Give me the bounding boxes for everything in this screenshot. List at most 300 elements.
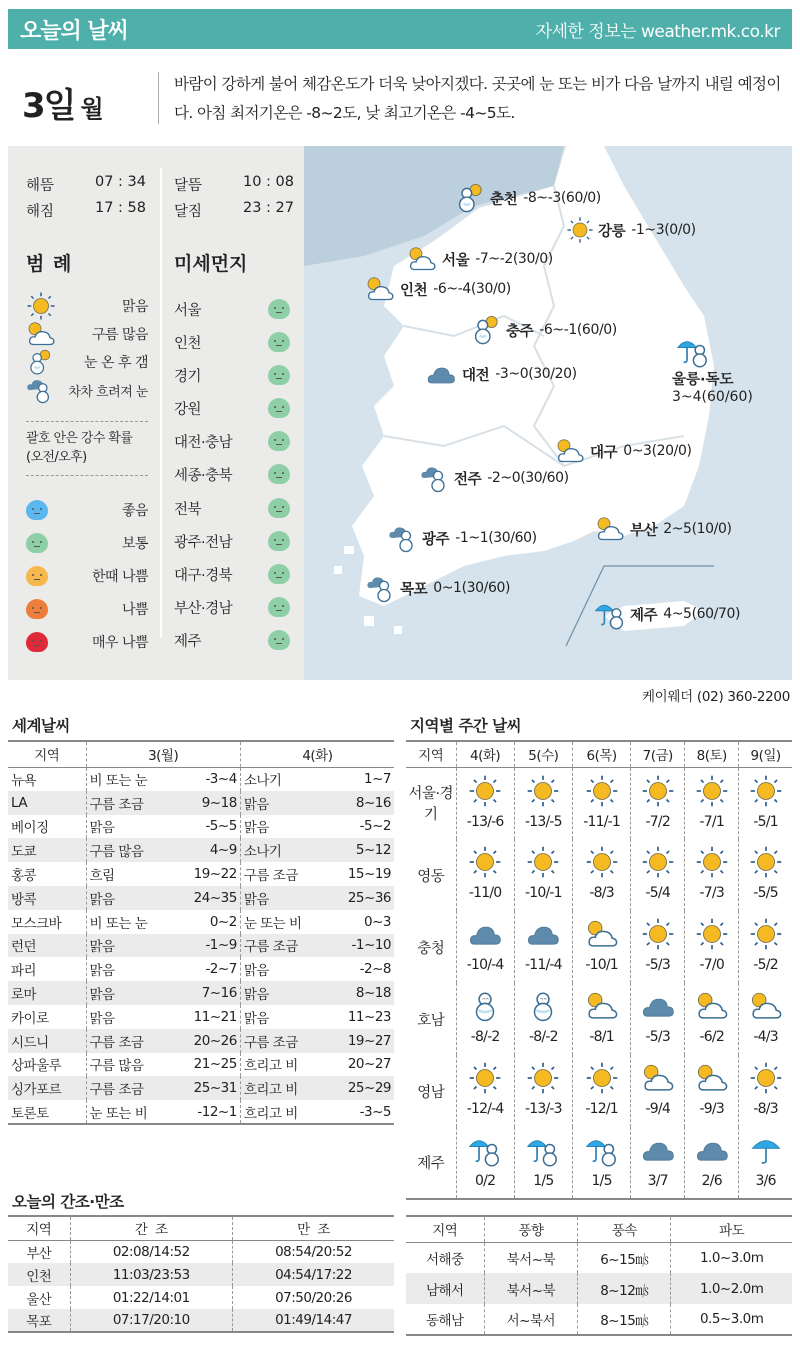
forecast-cell: [631, 983, 685, 1055]
map-credit: 케이웨더 (02) 360-2200: [641, 689, 790, 705]
condition-cell: 구름 조금: [240, 862, 327, 886]
temp-range: -5/3: [645, 1029, 670, 1045]
forecast-cell: [685, 1055, 739, 1127]
temp-cell: -5~2: [359, 818, 391, 835]
mostly-cloudy-icon: [26, 319, 56, 349]
temp-range: -12/-4: [466, 1101, 504, 1117]
temp-range: -11/-4: [525, 957, 562, 973]
snow-icon: [526, 989, 560, 1023]
mostly-cloudy-icon: [585, 917, 619, 951]
city-rain-prob: (60/70): [691, 606, 741, 622]
table-row: [8, 957, 394, 981]
condition-cell: 맑음: [240, 886, 327, 910]
dust-region: [174, 560, 290, 588]
temp-range: -12/1: [585, 1101, 618, 1117]
sunny-icon: [585, 1061, 619, 1095]
map-city-jeonju: [420, 462, 569, 494]
city-cell: 도쿄: [8, 838, 86, 862]
weather-summary: 바람이 강하게 불어 체감온도가 더욱 낮아지겠다. 곳곳에 눈 또는 비가 다음 날까지 내릴 예정이다. 아침 최저기온은 -8~2도, 낮 최고기온은 -4~5도.: [174, 75, 781, 122]
dust-face-icon: [268, 464, 290, 484]
city-rain-prob: (60/60): [701, 389, 753, 405]
forecast-cell: [631, 1055, 685, 1127]
temp-cell: 7~16: [173, 981, 240, 1005]
region-cell: 영남: [417, 1084, 445, 1101]
city-temp: 4~5: [663, 606, 692, 622]
temp-cell: 20~27: [347, 1056, 391, 1073]
condition-cell: 맑음: [86, 1005, 173, 1029]
dust-region: [174, 593, 290, 621]
region-cell: 남해서: [406, 1273, 484, 1304]
condition-cell: 맑음: [240, 791, 327, 815]
temp-cell: -3~5: [359, 1103, 391, 1120]
condition-cell: 구름 많음: [86, 1053, 173, 1077]
table-row: [406, 983, 792, 1055]
forecast-cell: [739, 839, 792, 911]
city-cell: 시드니: [8, 1029, 86, 1053]
sunny-icon: [566, 216, 594, 244]
city-rain-prob: (60/0): [560, 190, 601, 206]
rain-snow-icon: [526, 1133, 560, 1167]
forecast-cell: [456, 839, 514, 911]
moonrise-label: 달뜸: [174, 178, 203, 194]
col-header: 풍속: [578, 1216, 671, 1242]
condition-cell: 맑음: [86, 815, 173, 839]
map-city-mokpo: [366, 572, 510, 604]
forecast-cell: [685, 983, 739, 1055]
low-tide-cell: 01:22/14:01: [70, 1286, 233, 1309]
map-city-busan: [594, 514, 732, 544]
legend-label: 차차 흐려져 눈: [68, 384, 148, 400]
col-header: 지역: [406, 1216, 484, 1242]
korea-weather-map: [304, 146, 792, 680]
temp-range: 3/7: [647, 1173, 668, 1189]
legend-item: [26, 292, 148, 320]
wave-cell: 0.5~3.0m: [671, 1304, 792, 1335]
mostly-cloudy-icon: [364, 274, 396, 304]
dust-level-temp-bad: [26, 562, 148, 590]
col-header: 만 조: [233, 1216, 394, 1240]
region-cell: 영동: [417, 868, 445, 885]
dust-face-icon: [268, 332, 290, 352]
divider: [26, 475, 148, 476]
dust-region: [174, 626, 290, 654]
col-header: 파도: [671, 1216, 792, 1242]
dust-level-label: 매우 나쁨: [91, 635, 148, 651]
sunny-icon: [695, 917, 729, 951]
city-temp: -1~1: [455, 530, 489, 546]
sunny-icon: [468, 1061, 502, 1095]
low-tide-cell: 02:08/14:52: [70, 1240, 233, 1263]
table-row: [406, 911, 792, 983]
region-cell: 제주: [417, 1156, 445, 1172]
temp-range: -9/3: [699, 1101, 724, 1117]
mostly-cloudy-icon: [641, 1061, 675, 1095]
region-name: 전북: [174, 501, 202, 518]
condition-cell: 비 또는 눈: [86, 767, 173, 791]
temp-range: -9/4: [645, 1101, 670, 1117]
table-row: [8, 791, 394, 815]
table-row: [8, 1029, 394, 1053]
condition-cell: 흐리고 비: [240, 1100, 327, 1124]
dust-face-icon: [268, 531, 290, 551]
dust-region: [174, 361, 290, 389]
forecast-cell: [739, 983, 792, 1055]
snow-then-clear-icon: [454, 182, 486, 214]
col-header: 4(화): [240, 741, 394, 767]
dust-face-icon: [268, 564, 290, 584]
city-cell: 로마: [8, 981, 86, 1005]
dust-level-label: 좋음: [121, 503, 148, 519]
sunset-time: 17 : 58: [94, 200, 146, 216]
condition-cell: 구름 조금: [86, 1076, 173, 1100]
snow-then-clear-icon: [470, 314, 502, 346]
table-row: [8, 1005, 394, 1029]
legend-title: 범 례: [26, 253, 73, 275]
map-city-daegu: [554, 436, 692, 466]
panel-divider: [160, 168, 162, 638]
mostly-cloudy-icon: [695, 989, 729, 1023]
city-cell: 상파울루: [11, 1058, 62, 1075]
table-row: [8, 1076, 394, 1100]
moonset-label: 달짐: [174, 204, 203, 220]
temp-range: -6/2: [699, 1029, 724, 1045]
region-cell: 목포: [8, 1309, 70, 1332]
mostly-cloudy-icon: [749, 989, 783, 1023]
sunny-icon: [526, 845, 560, 879]
temp-cell: 11~21: [193, 1008, 237, 1025]
city-name: 춘천: [490, 191, 518, 208]
condition-cell: 구름 많음: [86, 838, 173, 862]
city-rain-prob: (30/60): [461, 580, 511, 596]
sunny-icon: [585, 845, 619, 879]
sunrise-time: 07 : 34: [94, 174, 146, 190]
region-name: 서울: [174, 302, 202, 319]
forecast-cell: [573, 1055, 631, 1127]
dust-face-icon: [26, 632, 48, 652]
condition-cell: 소나기: [240, 767, 327, 791]
col-header: 4(화): [456, 741, 514, 767]
moonset-time: 23 : 27: [242, 200, 294, 216]
city-cell: 베이징: [11, 820, 49, 837]
mostly-cloudy-icon: [585, 989, 619, 1023]
dust-region: [174, 295, 290, 323]
table-row: [8, 1309, 394, 1332]
col-header: 7(금): [631, 741, 685, 767]
condition-cell: 맑음: [240, 1005, 327, 1029]
condition-cell: 맑음: [240, 981, 327, 1005]
map-city-ulleung-dokdo: [672, 334, 753, 405]
forecast-cell: [739, 1127, 792, 1199]
condition-cell: 비 또는 눈: [86, 910, 173, 934]
sunny-icon: [695, 845, 729, 879]
sunrise-row: [26, 174, 146, 195]
temp-range: 3/6: [755, 1173, 776, 1189]
temp-cell: 25~36: [327, 886, 394, 910]
forecast-cell: [631, 1127, 685, 1199]
region-name: 광주·전남: [174, 534, 233, 551]
city-cell: 런던: [8, 934, 86, 958]
gradually-cloudy-snow-icon: [366, 572, 396, 604]
city-temp: 3~4: [672, 389, 702, 405]
city-rain-prob: (30/20): [528, 366, 577, 382]
dust-face-icon: [26, 566, 48, 586]
city-name: 대구: [590, 444, 618, 461]
rain-snow-icon: [594, 598, 626, 630]
temp-cell: 24~35: [173, 886, 240, 910]
forecast-cell: [685, 767, 739, 839]
city-cell: 모스크바: [11, 915, 62, 932]
region-name: 경기: [174, 368, 202, 385]
date-block: [22, 78, 104, 127]
dust-region: [174, 460, 290, 488]
table-row: [406, 1055, 792, 1127]
city-temp: -7~-2: [475, 251, 513, 267]
dust-face-icon: [268, 431, 290, 451]
temp-cell: 0~3: [364, 913, 391, 930]
map-city-incheon: [364, 274, 511, 304]
dust-region: [174, 427, 290, 455]
moonrise-time: 10 : 08: [242, 174, 294, 190]
region-cell: 인천: [8, 1263, 70, 1286]
high-tide-cell: 01:49/14:47: [233, 1309, 394, 1332]
sunny-icon: [695, 774, 729, 808]
dust-face-icon: [268, 299, 290, 319]
speed-cell: 6~15㎧: [578, 1242, 671, 1273]
city-rain-prob: (20/0): [651, 443, 692, 459]
temp-range: -7/0: [699, 957, 724, 973]
wave-cell: 1.0~3.0m: [671, 1242, 792, 1273]
region-cell: 호남: [417, 1012, 445, 1029]
city-temp: -1~3: [631, 222, 665, 238]
forecast-cell: [573, 839, 631, 911]
city-temp: 2~5: [663, 521, 692, 537]
city-name: 인천: [400, 282, 428, 299]
table-row: [8, 767, 394, 791]
condition-cell: 구름 조금: [240, 1029, 327, 1053]
dust-level-very-bad: [26, 628, 148, 656]
dust-face-icon: [268, 365, 290, 385]
temp-cell: 11~23: [347, 1008, 391, 1025]
date-weekday: 월: [80, 95, 104, 123]
dust-region: [174, 394, 290, 422]
temp-cell: -2~7: [205, 961, 237, 978]
condition-cell: 맑음: [86, 981, 173, 1005]
temp-range: 1/5: [533, 1173, 554, 1189]
condition-cell: 구름 조금: [240, 934, 327, 958]
temp-cell: -12~1: [197, 1103, 237, 1120]
city-rain-prob: (30/0): [470, 281, 511, 297]
region-name: 인천: [174, 335, 202, 352]
rain-snow-icon: [585, 1133, 619, 1167]
dust-face-icon: [268, 630, 290, 650]
region-cell: 울산: [26, 1291, 52, 1308]
temp-cell: 25~31: [173, 1076, 240, 1100]
city-rain-prob: (60/0): [576, 322, 617, 338]
forecast-cell: [573, 767, 631, 839]
condition-cell: 맑음: [86, 957, 173, 981]
city-name: 광주: [422, 531, 450, 548]
city-name: 전주: [454, 471, 482, 488]
low-tide-cell: 11:03/23:53: [70, 1263, 233, 1286]
city-name: 울릉·독도: [672, 372, 734, 388]
rain-snow-icon: [676, 334, 710, 368]
weekly-weather-title: 지역별 주간 날씨: [410, 717, 522, 735]
sunny-icon: [749, 845, 783, 879]
temp-cell: -1~9: [173, 934, 240, 958]
tide-table: [8, 1215, 394, 1333]
forecast-cell: [514, 1055, 572, 1127]
region-name: 부산·경남: [174, 600, 233, 617]
cloudy-icon: [526, 917, 560, 951]
temp-cell: -1~10: [327, 934, 394, 958]
temp-range: -11/0: [468, 885, 502, 901]
sunny-icon: [526, 1061, 560, 1095]
sunny-icon: [749, 917, 783, 951]
speed-cell: 8~12㎧: [578, 1273, 671, 1304]
rain-icon: [749, 1133, 783, 1167]
world-weather-title: 세계날씨: [12, 717, 70, 735]
page-title: 오늘의 날씨: [20, 18, 128, 44]
city-temp: -8~-3: [523, 190, 561, 206]
mostly-cloudy-icon: [406, 244, 438, 274]
temp-cell: 8~18: [327, 981, 394, 1005]
site-link[interactable]: 자세한 정보는 weather.mk.co.kr: [535, 21, 780, 42]
dust-face-icon: [26, 500, 48, 520]
sunny-icon: [468, 845, 502, 879]
city-name: 충주: [506, 323, 534, 340]
forecast-cell: [739, 767, 792, 839]
table-row: [8, 1286, 394, 1309]
wave-cell: 1.0~2.0m: [671, 1273, 792, 1304]
forecast-cell: [456, 911, 514, 983]
condition-cell: 눈 또는 비: [240, 910, 327, 934]
sea-conditions-table: [406, 1215, 792, 1336]
map-city-daejeon: [424, 359, 577, 389]
table-row: [406, 1304, 792, 1335]
dust-level-label: 나쁨: [121, 602, 148, 618]
temp-cell: -3~4: [205, 771, 237, 788]
city-cell: 파리: [11, 963, 37, 980]
forecast-cell: [631, 911, 685, 983]
forecast-cell: [573, 1127, 631, 1199]
temp-range: 1/5: [591, 1173, 612, 1189]
region-name: 강원: [174, 401, 202, 418]
temp-range: -10/1: [585, 957, 618, 973]
region-cell: 서해중: [425, 1251, 464, 1268]
col-header: 지역: [406, 741, 456, 767]
condition-cell: 눈 또는 비: [86, 1100, 173, 1124]
condition-cell: 소나기: [240, 838, 327, 862]
temp-range: -8/3: [589, 885, 614, 901]
gradually-cloudy-snow-icon: [420, 462, 450, 494]
cloudy-icon: [424, 359, 458, 389]
region-name: 대전·충남: [174, 434, 233, 451]
col-header: 5(수): [514, 741, 572, 767]
legend-item: [26, 348, 148, 376]
city-name: 목포: [400, 581, 428, 598]
table-row: [8, 1240, 394, 1263]
region-cell: 부산: [26, 1245, 52, 1262]
dust-face-icon: [268, 498, 290, 518]
col-header: 3(월): [86, 741, 240, 767]
dust-face-icon: [268, 398, 290, 418]
table-row: [8, 910, 394, 934]
forecast-cell: [456, 1127, 514, 1199]
high-tide-cell: 08:54/20:52: [233, 1240, 394, 1263]
col-header: 9(일): [739, 741, 792, 767]
condition-cell: 맑음: [86, 934, 173, 958]
temp-range: -8/-2: [529, 1029, 558, 1045]
region-cell: 서울·경기: [408, 786, 454, 824]
condition-cell: 흐리고 비: [240, 1076, 327, 1100]
moonrise-row: [174, 174, 294, 195]
table-row: [406, 767, 792, 839]
region-name: 대구·경북: [174, 567, 233, 584]
col-header: 지역: [8, 741, 86, 767]
info-panel: [8, 146, 304, 680]
dust-level-good: [26, 496, 148, 524]
table-row: [8, 981, 394, 1005]
city-name: 대전: [462, 367, 490, 384]
dir-cell: 북서~북: [484, 1273, 578, 1304]
cloudy-icon: [641, 1133, 675, 1167]
temp-cell: 5~12: [327, 838, 394, 862]
temp-range: -7/3: [699, 885, 724, 901]
dust-level-normal: [26, 529, 148, 557]
temp-cell: 1~7: [364, 771, 391, 788]
snow-icon: [468, 989, 502, 1023]
temp-cell: 25~29: [327, 1076, 394, 1100]
city-cell: 뉴욕: [11, 773, 37, 790]
dust-region: [174, 494, 290, 522]
tide-title: 오늘의 간조·만조: [12, 1193, 124, 1211]
sunny-icon: [749, 774, 783, 808]
temp-cell: 20~26: [173, 1029, 240, 1053]
dust-level-label: 한때 나쁨: [91, 569, 148, 585]
forecast-cell: [514, 1127, 572, 1199]
city-cell: 싱가포르: [8, 1076, 86, 1100]
sunny-icon: [526, 774, 560, 808]
world-weather-table: [8, 740, 394, 1125]
temp-cell: 21~25: [193, 1056, 237, 1073]
col-header: 8(토): [685, 741, 739, 767]
city-cell: 토론토: [11, 1105, 49, 1122]
forecast-cell: [739, 911, 792, 983]
map-city-seoul: [406, 244, 553, 274]
rain-snow-icon: [468, 1133, 502, 1167]
col-header: 6(목): [573, 741, 631, 767]
temp-cell: 9~18: [173, 791, 240, 815]
mostly-cloudy-icon: [695, 1061, 729, 1095]
sunset-label: 해짐: [26, 204, 55, 220]
city-temp: -2~0: [487, 470, 521, 486]
temp-range: 2/6: [701, 1173, 722, 1189]
city-temp: 0~3: [623, 443, 652, 459]
sunrise-label: 해뜸: [26, 178, 55, 194]
city-rain-prob: (30/60): [520, 470, 569, 486]
sunny-icon: [641, 774, 675, 808]
temp-range: -8/3: [753, 1101, 778, 1117]
temp-range: -7/2: [645, 813, 670, 830]
forecast-cell: [456, 1055, 514, 1127]
city-name: 서울: [442, 252, 470, 269]
table-row: [8, 815, 394, 839]
high-tide-cell: 07:50/20:26: [233, 1286, 394, 1309]
map-city-chuncheon: [454, 182, 601, 214]
condition-cell: 맑음: [240, 815, 327, 839]
temp-range: -5/5: [753, 885, 778, 901]
dust-face-icon: [26, 599, 48, 619]
